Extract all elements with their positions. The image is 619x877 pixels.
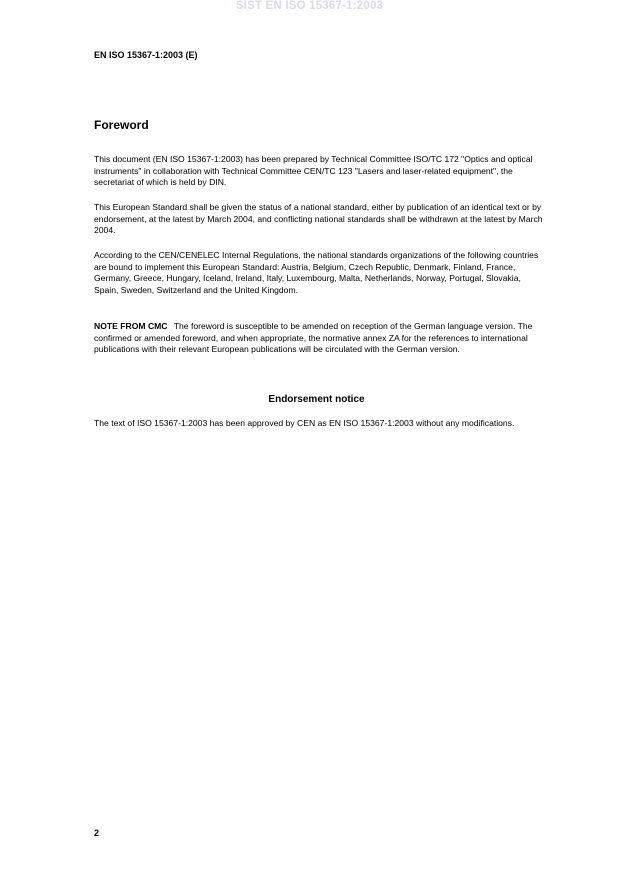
endorsement-text: The text of ISO 15367-1:2003 has been approved by CEN as EN ISO 15367-1:2003 without any modifications. (94, 418, 515, 428)
foreword-title: Foreword (94, 118, 149, 132)
watermark: SIST EN ISO 15367-1:2003 (235, 0, 384, 12)
foreword-paragraph-1: This document (EN ISO 15367-1:2003) has been prepared by Technical Committee ISO/TC 172 "Optics and optical instruments" in collaboration with Technical Committee CEN/TC 123 "Lasers and laser-related equipment", the secretariat of which is held by DIN. (94, 154, 533, 188)
note-text: The foreword is susceptible to be amended on reception of the German language version. The confirmed or amended foreword, and when appropriate, the normative annex ZA for the references to international publications with their relevant European publications will be circulated with the German version. (94, 321, 533, 355)
note-label: NOTE FROM CMC (94, 321, 168, 331)
foreword-paragraph-2: This European Standard shall be given the status of a national standard, either by publication of an identical text or by endorsement, at the latest by March 2004, and conflicting national standards shall be withdrawn at the latest by March 2004. (94, 202, 543, 236)
note-paragraph (94, 321, 544, 356)
endorsement-title: Endorsement notice (268, 394, 365, 405)
page-number: 2 (94, 828, 100, 838)
foreword-paragraph-3: According to the CEN/CENELEC Internal Regulations, the national standards organizations of the following countries are bound to implement this European Standard: Austria, Belgium, Czech Republic, Denmark, Finland, France, Germany, Greece, Hungary, Iceland, Ireland, Italy, Luxembourg, Malta, Netherlands, Norway, Portugal, Slovakia, Spain, Sweden, Switzerland and the United Kingdom. (94, 250, 539, 296)
document-header: EN ISO 15367-1:2003 (E) (94, 50, 198, 60)
